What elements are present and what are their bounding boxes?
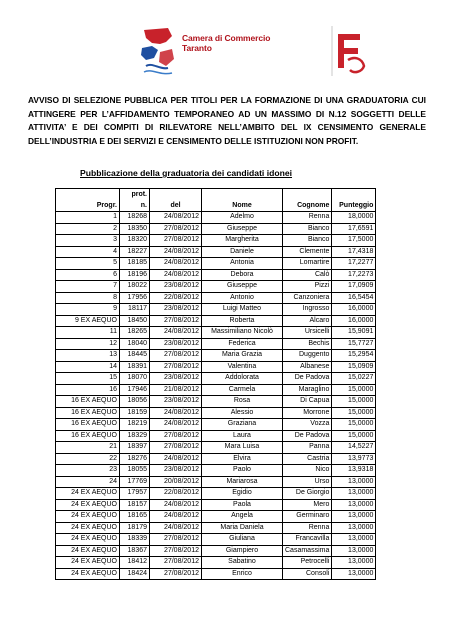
cell-progr: 9 <box>56 304 120 316</box>
header-prot-top: prot. <box>120 189 150 201</box>
header-del: del <box>150 200 202 212</box>
cell-del: 23/08/2012 <box>150 396 202 408</box>
cell-punteggio: 15,0000 <box>332 396 376 408</box>
cell-punteggio: 15,0000 <box>332 384 376 396</box>
header-progr: Progr. <box>56 200 120 212</box>
cell-progr: 16 EX AEQUO <box>56 419 120 431</box>
cell-cognome: Castria <box>283 453 332 465</box>
cell-nome: Margherita <box>202 235 283 247</box>
cell-cognome: Consoli <box>283 568 332 580</box>
cell-prot: 18268 <box>120 212 150 224</box>
cell-del: 24/08/2012 <box>150 246 202 258</box>
cell-progr: 24 EX AEQUO <box>56 534 120 546</box>
cell-prot: 18397 <box>120 442 150 454</box>
cell-del: 27/08/2012 <box>150 315 202 327</box>
cell-nome: Giuliana <box>202 534 283 546</box>
cell-punteggio: 15,0000 <box>332 419 376 431</box>
cell-punteggio: 13,9773 <box>332 453 376 465</box>
header-punteggio-blank <box>332 189 376 201</box>
cell-prot: 18424 <box>120 568 150 580</box>
cell-del: 24/08/2012 <box>150 511 202 523</box>
ranking-table-header <box>56 189 376 212</box>
cell-nome: Addolorata <box>202 373 283 385</box>
cell-del: 27/08/2012 <box>150 568 202 580</box>
table-row <box>56 223 376 235</box>
cell-nome: Elvira <box>202 453 283 465</box>
cell-nome: Federica <box>202 338 283 350</box>
cell-del: 27/08/2012 <box>150 545 202 557</box>
cell-progr: 9 EX AEQUO <box>56 315 120 327</box>
cell-prot: 18339 <box>120 534 150 546</box>
cell-prot: 18445 <box>120 350 150 362</box>
table-row <box>56 258 376 270</box>
cell-cognome: Petrocelli <box>283 557 332 569</box>
cell-progr: 16 EX AEQUO <box>56 396 120 408</box>
cell-del: 22/08/2012 <box>150 292 202 304</box>
cell-progr: 6 <box>56 269 120 281</box>
cell-cognome: Canzoniera <box>283 292 332 304</box>
cell-del: 27/08/2012 <box>150 350 202 362</box>
table-row <box>56 557 376 569</box>
cell-progr: 24 <box>56 476 120 488</box>
table-row <box>56 292 376 304</box>
cell-cognome: De Padova <box>283 430 332 442</box>
cell-nome: Graziana <box>202 419 283 431</box>
cell-cognome: Pizzi <box>283 281 332 293</box>
cell-prot: 18391 <box>120 361 150 373</box>
header-punteggio: Punteggio <box>332 200 376 212</box>
cell-prot: 18022 <box>120 281 150 293</box>
cell-prot: 17946 <box>120 384 150 396</box>
cell-prot: 17956 <box>120 292 150 304</box>
cell-punteggio: 17,2273 <box>332 269 376 281</box>
cell-punteggio: 14,5227 <box>332 442 376 454</box>
ranking-table <box>55 188 376 580</box>
cell-prot: 18165 <box>120 511 150 523</box>
cell-nome: Egidio <box>202 488 283 500</box>
cell-del: 24/08/2012 <box>150 212 202 224</box>
cell-del: 24/08/2012 <box>150 327 202 339</box>
cell-prot: 17769 <box>120 476 150 488</box>
cell-cognome: Duggento <box>283 350 332 362</box>
page-subtitle: Pubblicazione della graduatoria dei candidati idonei <box>80 168 293 178</box>
cell-prot: 18185 <box>120 258 150 270</box>
cell-cognome: Albanese <box>283 361 332 373</box>
cell-del: 27/08/2012 <box>150 223 202 235</box>
cell-prot: 18157 <box>120 499 150 511</box>
table-row <box>56 476 376 488</box>
header-nome-blank <box>202 189 283 201</box>
cell-punteggio: 16,0000 <box>332 304 376 316</box>
cell-nome: Luigi Matteo <box>202 304 283 316</box>
census-seal-icon <box>330 24 370 78</box>
cell-punteggio: 16,0000 <box>332 315 376 327</box>
table-row <box>56 419 376 431</box>
cell-prot: 18276 <box>120 453 150 465</box>
cell-del: 24/08/2012 <box>150 453 202 465</box>
table-row <box>56 568 376 580</box>
cell-prot: 17957 <box>120 488 150 500</box>
cell-prot: 18219 <box>120 419 150 431</box>
cell-del: 24/08/2012 <box>150 258 202 270</box>
table-row <box>56 430 376 442</box>
cell-punteggio: 13,0000 <box>332 557 376 569</box>
table-row <box>56 361 376 373</box>
table-row <box>56 269 376 281</box>
table-row <box>56 442 376 454</box>
ranking-table-body <box>56 212 376 580</box>
cell-del: 22/08/2012 <box>150 488 202 500</box>
cell-del: 27/08/2012 <box>150 442 202 454</box>
cell-del: 27/08/2012 <box>150 430 202 442</box>
cell-cognome: Di Capua <box>283 396 332 408</box>
cell-del: 20/08/2012 <box>150 476 202 488</box>
cell-punteggio: 15,2954 <box>332 350 376 362</box>
cell-nome: Paola <box>202 499 283 511</box>
cell-progr: 4 <box>56 246 120 258</box>
table-row <box>56 499 376 511</box>
table-row <box>56 281 376 293</box>
cell-cognome: Casamassima <box>283 545 332 557</box>
table-row <box>56 511 376 523</box>
cell-prot: 18320 <box>120 235 150 247</box>
cell-progr: 24 EX AEQUO <box>56 545 120 557</box>
cell-progr: 24 EX AEQUO <box>56 557 120 569</box>
table-row <box>56 304 376 316</box>
cell-nome: Sabatino <box>202 557 283 569</box>
cell-nome: Giuseppe <box>202 281 283 293</box>
cell-nome: Mara Luisa <box>202 442 283 454</box>
table-row <box>56 545 376 557</box>
table-row <box>56 522 376 534</box>
cell-cognome: Urso <box>283 476 332 488</box>
cell-punteggio: 17,5000 <box>332 235 376 247</box>
cell-prot: 18179 <box>120 522 150 534</box>
cell-punteggio: 13,0000 <box>332 545 376 557</box>
table-row <box>56 327 376 339</box>
cell-punteggio: 17,2277 <box>332 258 376 270</box>
cell-cognome: De Giorgio <box>283 488 332 500</box>
cell-punteggio: 18,0000 <box>332 212 376 224</box>
chamber-name-line2: Taranto <box>182 43 212 53</box>
cell-progr: 11 <box>56 327 120 339</box>
cell-progr: 16 EX AEQUO <box>56 407 120 419</box>
cell-cognome: Mero <box>283 499 332 511</box>
cell-cognome: Clemente <box>283 246 332 258</box>
cell-punteggio: 15,0909 <box>332 361 376 373</box>
cell-nome: Daniele <box>202 246 283 258</box>
cell-punteggio: 17,6591 <box>332 223 376 235</box>
header-progr-blank <box>56 189 120 201</box>
cell-prot: 18117 <box>120 304 150 316</box>
cell-punteggio: 16,5454 <box>332 292 376 304</box>
cell-del: 27/08/2012 <box>150 534 202 546</box>
table-row <box>56 235 376 247</box>
table-row <box>56 315 376 327</box>
cell-progr: 1 <box>56 212 120 224</box>
cell-del: 23/08/2012 <box>150 465 202 477</box>
cell-progr: 24 EX AEQUO <box>56 499 120 511</box>
cell-del: 27/08/2012 <box>150 361 202 373</box>
cell-punteggio: 17,4318 <box>332 246 376 258</box>
cell-del: 23/08/2012 <box>150 304 202 316</box>
cell-nome: Adelmo <box>202 212 283 224</box>
cell-cognome: Maraglino <box>283 384 332 396</box>
cell-progr: 2 <box>56 223 120 235</box>
cell-punteggio: 13,9318 <box>332 465 376 477</box>
cell-cognome: Germinaro <box>283 511 332 523</box>
cell-cognome: Bechis <box>283 338 332 350</box>
cell-del: 27/08/2012 <box>150 235 202 247</box>
chamber-name-line1: Camera di Commercio <box>182 33 271 43</box>
header-nome: Nome <box>202 200 283 212</box>
cell-punteggio: 15,0000 <box>332 430 376 442</box>
cell-progr: 7 <box>56 281 120 293</box>
cell-prot: 18056 <box>120 396 150 408</box>
cell-nome: Laura <box>202 430 283 442</box>
cell-progr: 16 EX AEQUO <box>56 430 120 442</box>
cell-cognome: Renna <box>283 212 332 224</box>
cell-nome: Giuseppe <box>202 223 283 235</box>
table-row <box>56 373 376 385</box>
header-del-blank <box>150 189 202 201</box>
cell-nome: Mariarosa <box>202 476 283 488</box>
table-row <box>56 384 376 396</box>
cell-cognome: Alcaro <box>283 315 332 327</box>
cell-del: 24/08/2012 <box>150 419 202 431</box>
chamber-emblem-icon <box>138 22 178 80</box>
header-cognome-blank <box>283 189 332 201</box>
cell-prot: 18055 <box>120 465 150 477</box>
table-row <box>56 338 376 350</box>
cell-progr: 24 EX AEQUO <box>56 522 120 534</box>
cell-nome: Maria Grazia <box>202 350 283 362</box>
cell-nome: Alessio <box>202 407 283 419</box>
header-cognome: Cognome <box>283 200 332 212</box>
cell-del: 27/08/2012 <box>150 557 202 569</box>
cell-progr: 3 <box>56 235 120 247</box>
cell-cognome: De Padova <box>283 373 332 385</box>
cell-nome: Carmela <box>202 384 283 396</box>
cell-nome: Maria Daniela <box>202 522 283 534</box>
cell-cognome: Vozza <box>283 419 332 431</box>
cell-nome: Giampiero <box>202 545 283 557</box>
cell-nome: Antonio <box>202 292 283 304</box>
cell-progr: 13 <box>56 350 120 362</box>
cell-progr: 24 EX AEQUO <box>56 568 120 580</box>
cell-prot: 18040 <box>120 338 150 350</box>
table-row <box>56 212 376 224</box>
cell-progr: 23 <box>56 465 120 477</box>
cell-cognome: Ursicelli <box>283 327 332 339</box>
cell-del: 24/08/2012 <box>150 499 202 511</box>
cell-punteggio: 15,7727 <box>332 338 376 350</box>
cell-nome: Angela <box>202 511 283 523</box>
cell-nome: Paolo <box>202 465 283 477</box>
cell-prot: 18196 <box>120 269 150 281</box>
cell-del: 24/08/2012 <box>150 522 202 534</box>
cell-del: 24/08/2012 <box>150 407 202 419</box>
cell-punteggio: 13,0000 <box>332 499 376 511</box>
cell-del: 24/08/2012 <box>150 269 202 281</box>
cell-nome: Enrico <box>202 568 283 580</box>
cell-progr: 14 <box>56 361 120 373</box>
table-row <box>56 396 376 408</box>
cell-prot: 18329 <box>120 430 150 442</box>
cell-prot: 18159 <box>120 407 150 419</box>
cell-progr: 8 <box>56 292 120 304</box>
cell-cognome: Bianco <box>283 223 332 235</box>
cell-cognome: Renna <box>283 522 332 534</box>
cell-progr: 21 <box>56 442 120 454</box>
table-row <box>56 488 376 500</box>
cell-cognome: Panna <box>283 442 332 454</box>
cell-punteggio: 13,0000 <box>332 568 376 580</box>
cell-progr: 16 <box>56 384 120 396</box>
cell-progr: 22 <box>56 453 120 465</box>
table-row <box>56 407 376 419</box>
chamber-name <box>182 33 270 53</box>
cell-cognome: Francavilla <box>283 534 332 546</box>
cell-del: 23/08/2012 <box>150 281 202 293</box>
header-prot: n. <box>120 200 150 212</box>
table-row <box>56 453 376 465</box>
table-row <box>56 465 376 477</box>
table-row <box>56 534 376 546</box>
cell-punteggio: 17,0909 <box>332 281 376 293</box>
cell-del: 23/08/2012 <box>150 373 202 385</box>
cell-punteggio: 13,0000 <box>332 488 376 500</box>
cell-punteggio: 15,0000 <box>332 407 376 419</box>
cell-prot: 18070 <box>120 373 150 385</box>
cell-prot: 18350 <box>120 223 150 235</box>
notice-title: AVVISO DI SELEZIONE PUBBLICA PER TITOLI PER LA FORMAZIONE DI UNA GRADUATORIA CUI ATTINGERE PER L’AFFIDAMENTO TEMPORANEO AD UN MASSIMO DI N.12 SOGGETTI DELLE ATTIVITA’ E DEI COMPITI DI RILEVATORE NELL’AMBITO DEL IX CENSIMENTO GENERALE DELL’INDUSTRIA E DEI SERVIZI E CENSIMENTO DELLE ISTITUZIONI NON PROFIT. <box>28 95 426 146</box>
cell-progr: 15 <box>56 373 120 385</box>
cell-nome: Antonia <box>202 258 283 270</box>
cell-prot: 18265 <box>120 327 150 339</box>
chamber-logo <box>138 22 374 80</box>
cell-cognome: Ingrosso <box>283 304 332 316</box>
cell-punteggio: 13,0000 <box>332 511 376 523</box>
cell-prot: 18227 <box>120 246 150 258</box>
cell-prot: 18450 <box>120 315 150 327</box>
cell-cognome: Lomartire <box>283 258 332 270</box>
cell-punteggio: 13,0000 <box>332 476 376 488</box>
cell-nome: Roberta <box>202 315 283 327</box>
cell-progr: 5 <box>56 258 120 270</box>
cell-punteggio: 13,0000 <box>332 522 376 534</box>
cell-punteggio: 13,0000 <box>332 534 376 546</box>
cell-del: 21/08/2012 <box>150 384 202 396</box>
table-row <box>56 350 376 362</box>
cell-nome: Massimiliano Nicolò <box>202 327 283 339</box>
cell-nome: Debora <box>202 269 283 281</box>
cell-prot: 18412 <box>120 557 150 569</box>
cell-del: 23/08/2012 <box>150 338 202 350</box>
table-row <box>56 246 376 258</box>
cell-punteggio: 15,0227 <box>332 373 376 385</box>
cell-cognome: Bianco <box>283 235 332 247</box>
cell-cognome: Nico <box>283 465 332 477</box>
cell-punteggio: 15,9091 <box>332 327 376 339</box>
cell-nome: Valentina <box>202 361 283 373</box>
cell-progr: 24 EX AEQUO <box>56 511 120 523</box>
cell-progr: 24 EX AEQUO <box>56 488 120 500</box>
cell-nome: Rosa <box>202 396 283 408</box>
cell-cognome: Calò <box>283 269 332 281</box>
cell-cognome: Morrone <box>283 407 332 419</box>
cell-progr: 12 <box>56 338 120 350</box>
cell-prot: 18367 <box>120 545 150 557</box>
